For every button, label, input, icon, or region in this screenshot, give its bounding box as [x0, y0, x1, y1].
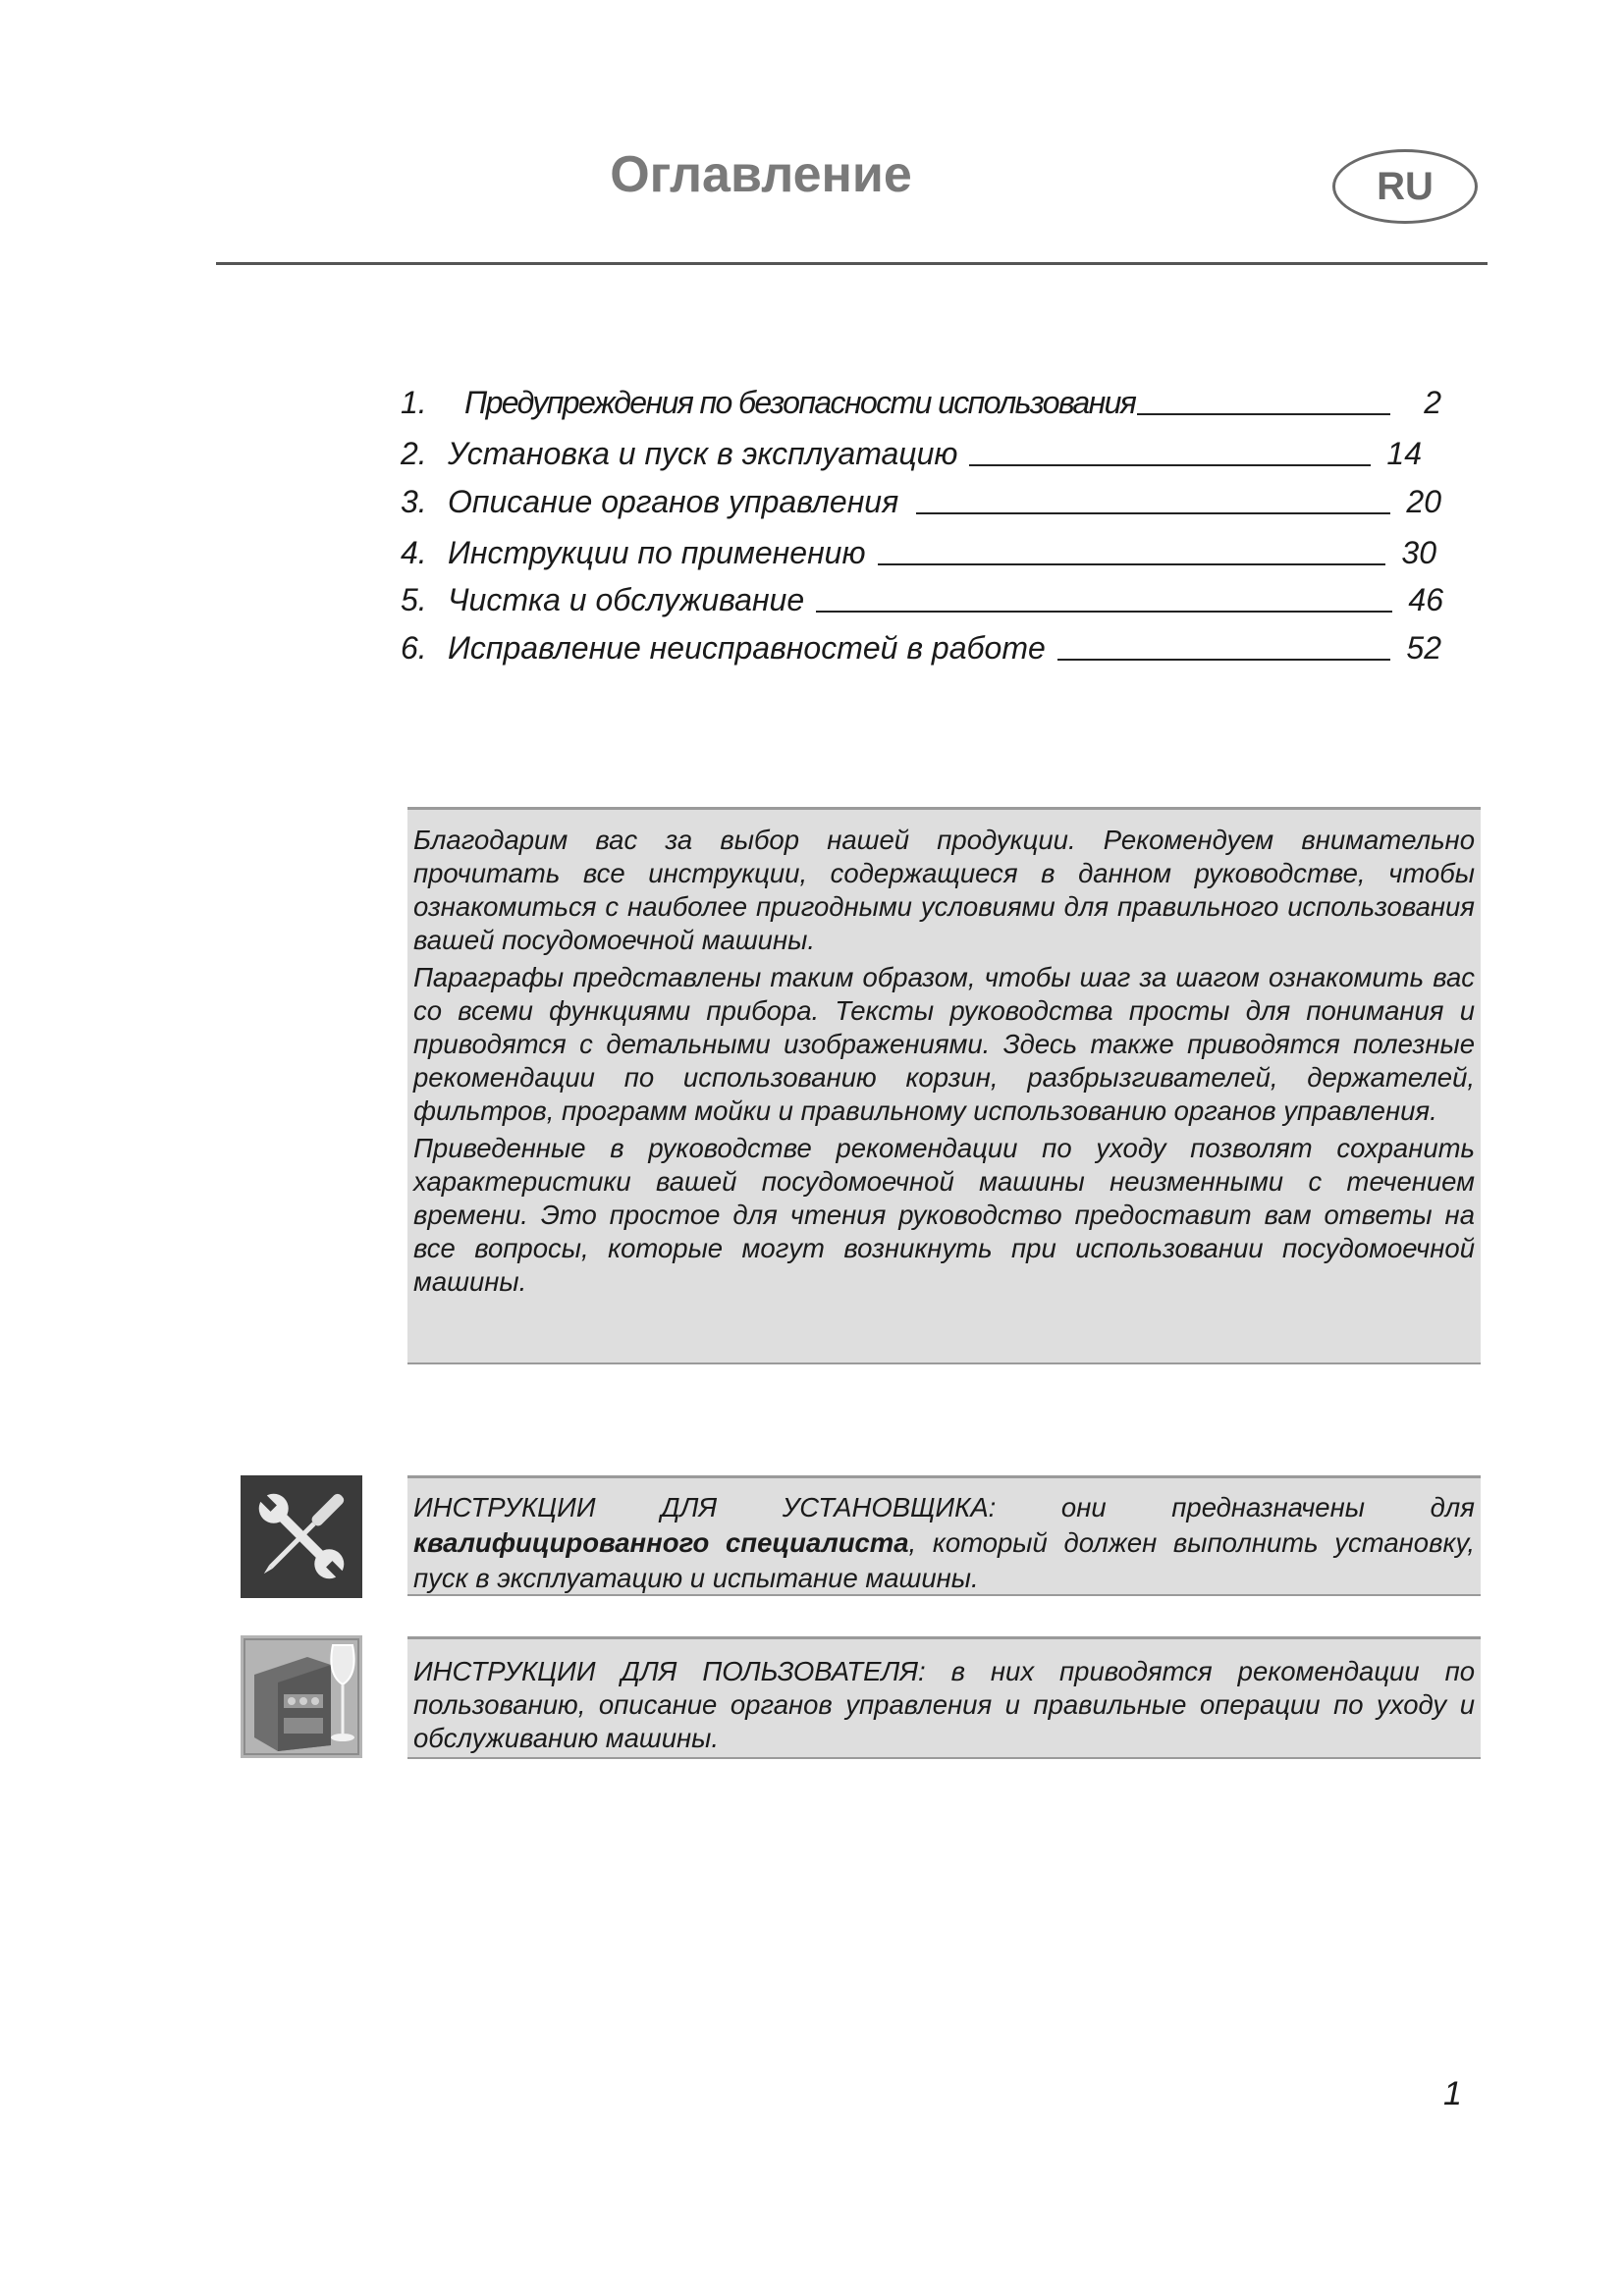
language-badge: RU — [1332, 149, 1478, 224]
toc-entry[interactable] — [401, 630, 1441, 667]
dishwasher-glass-icon — [241, 1635, 362, 1758]
toc-entry-number: 4. — [401, 535, 427, 570]
toc-entry-number: 3. — [401, 484, 427, 519]
toc-entry-title: Исправление неисправностей в работе — [448, 630, 1046, 666]
toc-entry-page: 46 — [1408, 582, 1443, 617]
intro-paragraph: Параграфы представлены таким образом, чтобы шаг за шагом ознакомить вас со всеми функциями прибора. Тексты руководства просты для понимания и приводятся с детальными изображениями. Здесь также приводятся полезные рекомендации по использованию корзин, разбрызгивателей, держателей, фильтров, программ мойки и правильному использованию органов управления. — [413, 962, 1475, 1126]
toc-entry-number: 5. — [401, 582, 427, 617]
toc-leader-line — [816, 611, 1392, 613]
toc-entry-title: Описание органов управления — [448, 484, 899, 519]
toc-leader-line — [1057, 659, 1390, 661]
intro-paragraph: Приведенные в руководстве рекомендации по уходу позволят сохранить характеристики вашей посудомоечной машины неизменными с течением времени. Это простое для чтения руководство предоставит вам ответы на все вопросы, которые могут возникнуть при использовании посудомоечной машины. — [413, 1133, 1475, 1297]
installer-instructions-box — [407, 1475, 1481, 1596]
toc-entry-title: Чистка и обслуживание — [448, 582, 805, 617]
toc-entry[interactable] — [401, 535, 1436, 571]
intro-box — [407, 807, 1481, 1364]
toc-entry-page: 52 — [1406, 630, 1441, 666]
toc-leader-line — [878, 563, 1385, 565]
wrench-screwdriver-icon — [241, 1475, 362, 1598]
toc-entry-number: 2. — [401, 436, 427, 471]
installer-bold-text: квалифицированного специалиста — [413, 1527, 909, 1558]
page-number: 1 — [1443, 2075, 1462, 2112]
toc-entry-page: 20 — [1406, 484, 1441, 519]
toc-entry[interactable] — [401, 484, 1441, 520]
intro-paragraph: Благодарим вас за выбор нашей продукции. Рекомендуем внимательно прочитать все инструкции, содержащиеся в данном руководстве, чтобы ознакомиться с наиболее пригодными условиями для правильного использования вашей посудомоечной машины. — [413, 825, 1475, 955]
installer-rest-text: , который должен выполнить установку, пуск в эксплуатацию и испытание машины. — [413, 1527, 1475, 1593]
toc-entry-number: 6. — [401, 630, 427, 666]
toc-entry[interactable] — [401, 582, 1443, 618]
toc-leader-line — [969, 464, 1371, 466]
toc-entry[interactable] — [401, 385, 1441, 421]
user-instructions-text: ИНСТРУКЦИИ ДЛЯ ПОЛЬЗОВАТЕЛЯ: в них приводятся рекомендации по пользованию, описание органов управления и правильные операции по уходу и обслуживанию машины. — [413, 1656, 1475, 1753]
toc-leader-line — [1137, 413, 1390, 415]
toc-entry-title: Предупреждения по безопасности использования — [464, 385, 1136, 420]
installer-lead-text: ИНСТРУКЦИИ ДЛЯ УСТАНОВЩИКА: они предназначены для — [413, 1492, 1475, 1522]
toc-entry-page: 2 — [1424, 385, 1441, 420]
toc-entry-title: Установка и пуск в эксплуатацию — [448, 436, 958, 471]
toc-entry-number: 1. — [401, 385, 427, 420]
user-instructions-box — [407, 1636, 1481, 1759]
toc-entry[interactable] — [401, 436, 1422, 472]
toc-leader-line — [916, 512, 1390, 514]
toc-entry-title: Инструкции по применению — [448, 535, 866, 570]
header-divider — [216, 262, 1488, 265]
toc-entry-page: 14 — [1386, 436, 1422, 471]
page-title: Оглавление — [610, 146, 912, 203]
toc-entry-page: 30 — [1401, 535, 1436, 570]
